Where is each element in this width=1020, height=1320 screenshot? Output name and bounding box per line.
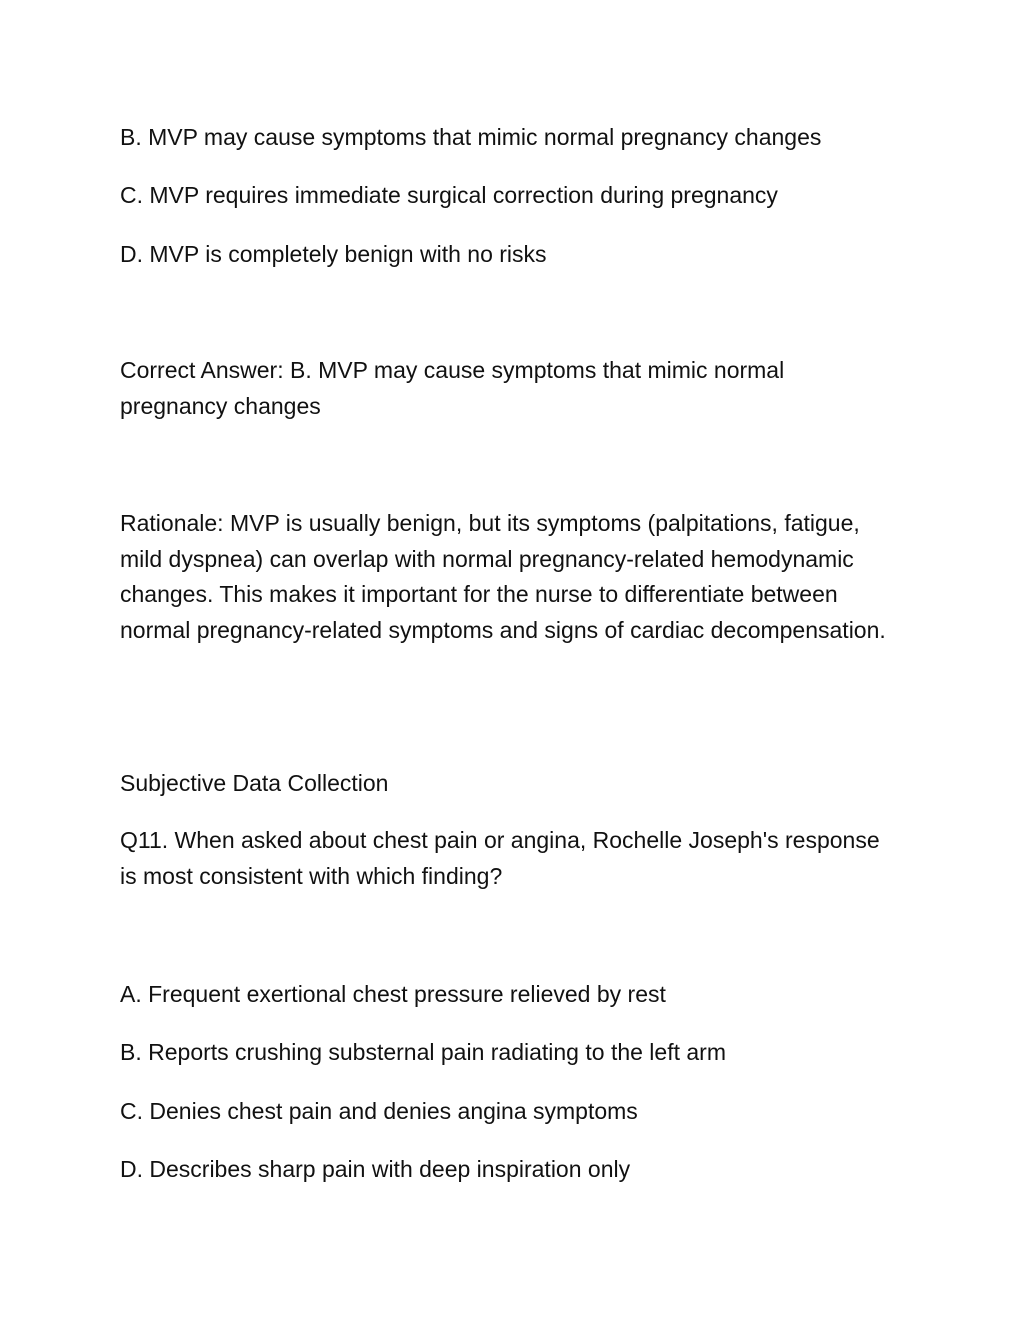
- question-option-a: A. Frequent exertional chest pressure relieved by rest: [120, 981, 666, 1007]
- question-option-d: D. Describes sharp pain with deep inspiration only: [120, 1156, 631, 1182]
- answer-option-b: B. MVP may cause symptoms that mimic normal pregnancy changes: [120, 124, 822, 150]
- question-option-c: C. Denies chest pain and denies angina symptoms: [120, 1098, 638, 1124]
- correct-answer: Correct Answer: B. MVP may cause symptoms that mimic normal pregnancy changes: [120, 357, 785, 419]
- rationale: Rationale: MVP is usually benign, but its symptoms (palpitations, fatigue, mild dyspnea) can overlap with normal pregnancy-related hemodynamic changes. This makes it important for the nurse to differentiate between normal pregnancy-related symptoms and signs of cardiac decompensation.: [120, 510, 886, 643]
- answer-option-d: D. MVP is completely benign with no risks: [120, 241, 547, 267]
- section-heading: Subjective Data Collection: [120, 770, 389, 796]
- answer-option-c: C. MVP requires immediate surgical correction during pregnancy: [120, 182, 778, 208]
- question-prompt: Q11. When asked about chest pain or angina, Rochelle Joseph's response is most consistent with which finding?: [120, 827, 880, 889]
- question-option-b: B. Reports crushing substernal pain radiating to the left arm: [120, 1039, 726, 1065]
